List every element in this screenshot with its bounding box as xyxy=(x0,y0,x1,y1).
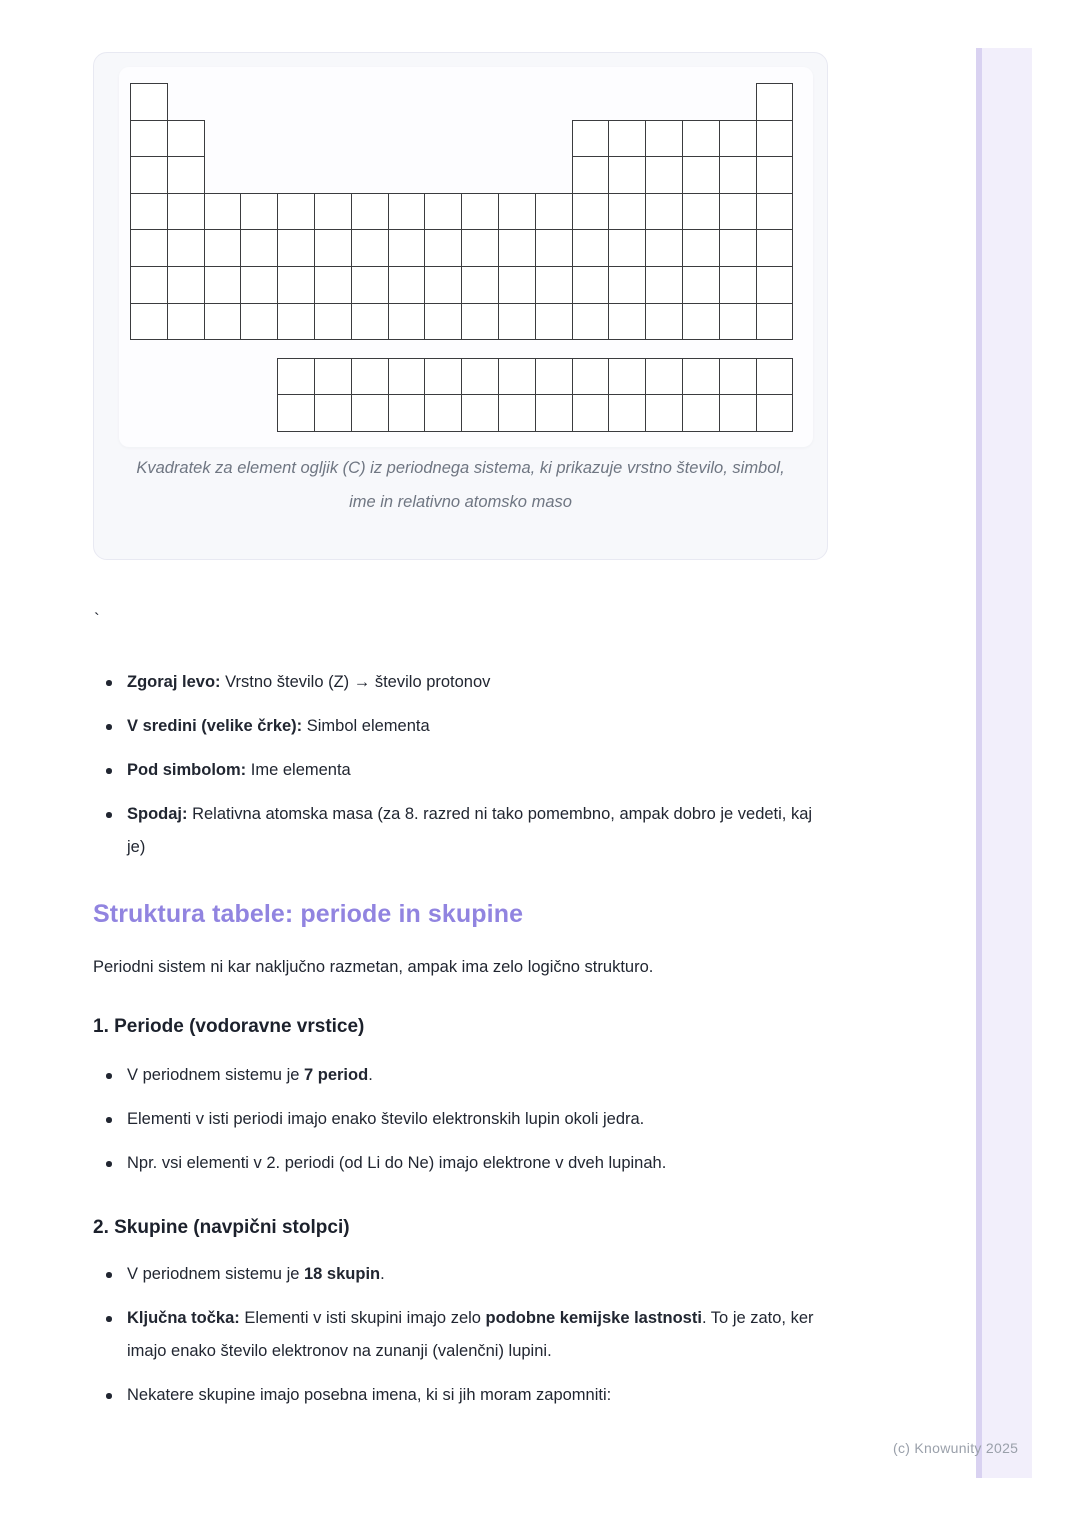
pt-cell xyxy=(573,194,610,230)
pt-cell xyxy=(757,84,793,120)
pt-cell xyxy=(683,194,720,230)
bold-text: Spodaj: xyxy=(127,805,188,823)
pt-cell xyxy=(462,267,499,303)
pt-cell xyxy=(646,304,683,340)
pt-cell xyxy=(131,84,167,120)
pt-cell xyxy=(573,304,610,340)
pt-cell xyxy=(462,395,499,431)
text: V periodnem sistemu je xyxy=(127,1265,304,1283)
list-item xyxy=(127,1059,817,1092)
pt-segment xyxy=(572,120,794,158)
pt-cell xyxy=(646,157,683,193)
pt-cell xyxy=(683,121,720,157)
stray-backtick: ` xyxy=(94,610,100,629)
pt-cell xyxy=(389,230,426,266)
pt-cell xyxy=(205,267,242,303)
pt-cell xyxy=(168,157,204,193)
pt-cell xyxy=(573,157,610,193)
pt-cell xyxy=(131,157,168,193)
pt-cell xyxy=(389,194,426,230)
pt-cell xyxy=(499,304,536,340)
pt-cell xyxy=(683,157,720,193)
pt-cell xyxy=(131,267,168,303)
pt-cell xyxy=(499,359,536,395)
pt-segment xyxy=(130,156,205,194)
pt-cell xyxy=(131,304,168,340)
pt-cell xyxy=(241,304,278,340)
pt-cell xyxy=(720,157,757,193)
pt-segment xyxy=(756,83,794,121)
pt-cell xyxy=(278,395,315,431)
pt-cell xyxy=(499,267,536,303)
list-item xyxy=(127,1103,817,1136)
pt-cell xyxy=(683,395,720,431)
text: Simbol elementa xyxy=(302,717,430,735)
bold-text: 18 skupin xyxy=(304,1265,381,1283)
pt-cell xyxy=(757,359,793,395)
page-edge-strip xyxy=(976,48,1032,1478)
pt-cell xyxy=(499,395,536,431)
pt-cell xyxy=(573,267,610,303)
pt-cell xyxy=(425,304,462,340)
pt-cell xyxy=(205,230,242,266)
pt-cell xyxy=(425,267,462,303)
pt-cell xyxy=(425,359,462,395)
pt-cell xyxy=(609,395,646,431)
list-item xyxy=(127,1258,817,1291)
pt-cell xyxy=(425,194,462,230)
pt-cell xyxy=(646,194,683,230)
pt-cell xyxy=(278,267,315,303)
pt-segment xyxy=(130,229,793,267)
pt-cell xyxy=(720,267,757,303)
pt-cell xyxy=(757,194,793,230)
pt-cell xyxy=(168,230,205,266)
pt-cell xyxy=(573,230,610,266)
pt-cell xyxy=(352,304,389,340)
pt-cell xyxy=(278,304,315,340)
pt-cell xyxy=(352,194,389,230)
pt-cell xyxy=(499,230,536,266)
pt-cell xyxy=(205,194,242,230)
pt-cell xyxy=(168,194,205,230)
pt-cell xyxy=(646,230,683,266)
pt-segment xyxy=(277,394,793,432)
pt-cell xyxy=(573,359,610,395)
periodic-table-card xyxy=(93,52,828,560)
list-item xyxy=(127,754,817,787)
text: . xyxy=(368,1066,373,1084)
pt-cell xyxy=(573,395,610,431)
bold-text: podobne kemijske lastnosti xyxy=(485,1309,702,1327)
subheading-groups: 2. Skupine (navpični stolpci) xyxy=(93,1217,350,1238)
pt-cell xyxy=(315,230,352,266)
pt-cell xyxy=(315,194,352,230)
list-item xyxy=(127,1302,817,1368)
pt-cell xyxy=(536,395,573,431)
element-square-anatomy-list xyxy=(93,666,817,875)
pt-cell xyxy=(757,395,793,431)
pt-cell xyxy=(389,395,426,431)
pt-cell xyxy=(720,395,757,431)
pt-cell xyxy=(315,395,352,431)
pt-cell xyxy=(315,267,352,303)
pt-cell xyxy=(352,359,389,395)
pt-cell xyxy=(205,304,242,340)
pt-cell xyxy=(462,359,499,395)
text: . To je zato, ker imajo enako število elektronov na zunanji (valenčni) lupini. xyxy=(127,1309,814,1360)
pt-cell xyxy=(131,121,168,157)
pt-cell xyxy=(536,194,573,230)
pt-segment xyxy=(130,120,205,158)
pt-cell xyxy=(425,230,462,266)
pt-segment xyxy=(572,156,794,194)
pt-cell xyxy=(168,121,204,157)
bold-text: V sredini (velike črke): xyxy=(127,717,303,735)
groups-list xyxy=(93,1258,817,1423)
pt-cell xyxy=(609,267,646,303)
pt-cell xyxy=(241,267,278,303)
pt-cell xyxy=(757,230,793,266)
pt-segment xyxy=(130,83,168,121)
section-heading: Struktura tabele: periode in skupine xyxy=(93,900,524,928)
pt-cell xyxy=(168,267,205,303)
figure-caption: Kvadratek za element ogljik (C) iz periodnega sistema, ki prikazuje vrstno število, simbol, ime in relativno atomsko maso xyxy=(136,459,785,511)
list-item xyxy=(127,1147,817,1180)
pt-segment xyxy=(130,193,793,231)
pt-cell xyxy=(352,395,389,431)
intro-paragraph: Periodni sistem ni kar naključno razmetan, ampak ima zelo logično strukturo. xyxy=(93,958,654,976)
pt-segment xyxy=(277,358,793,396)
text: Relativna atomska masa (za 8. razred ni tako pomembno, ampak dobro je vedeti, kaj je) xyxy=(127,805,813,856)
text: Ime elementa xyxy=(246,761,351,779)
text: Vrstno število (Z) → število protonov xyxy=(220,673,491,691)
pt-cell xyxy=(720,121,757,157)
pt-cell xyxy=(683,304,720,340)
pt-cell xyxy=(683,230,720,266)
copyright: (c) Knowunity 2025 xyxy=(893,1440,1019,1456)
pt-cell xyxy=(241,230,278,266)
pt-cell xyxy=(573,121,610,157)
list-item xyxy=(127,798,817,864)
pt-cell xyxy=(609,121,646,157)
pt-cell xyxy=(757,304,793,340)
pt-cell xyxy=(646,395,683,431)
pt-cell xyxy=(720,230,757,266)
periodic-table-figure xyxy=(130,83,793,432)
pt-cell xyxy=(536,267,573,303)
pt-cell xyxy=(609,194,646,230)
pt-cell xyxy=(315,304,352,340)
text: . xyxy=(380,1265,385,1283)
pt-cell xyxy=(609,359,646,395)
bold-text: 7 period xyxy=(304,1066,369,1084)
list-item xyxy=(127,666,817,699)
list-item xyxy=(127,1379,817,1412)
pt-cell xyxy=(462,304,499,340)
pt-cell xyxy=(683,359,720,395)
pt-cell xyxy=(352,230,389,266)
pt-cell xyxy=(609,157,646,193)
pt-cell xyxy=(646,359,683,395)
pt-segment xyxy=(130,303,793,341)
pt-cell xyxy=(462,230,499,266)
pt-cell xyxy=(609,230,646,266)
subheading-periods: 1. Periode (vodoravne vrstice) xyxy=(93,1016,365,1037)
pt-cell xyxy=(646,121,683,157)
periods-list xyxy=(93,1059,817,1191)
bold-text: Ključna točka: xyxy=(127,1309,240,1327)
pt-cell xyxy=(536,230,573,266)
pt-cell xyxy=(389,267,426,303)
text: Elementi v isti skupini imajo zelo xyxy=(239,1309,486,1327)
text: Npr. vsi elementi v 2. periodi (od Li do Ne) imajo elektrone v dveh lupinah. xyxy=(127,1154,667,1172)
pt-cell xyxy=(278,230,315,266)
pt-cell xyxy=(757,267,793,303)
pt-cell xyxy=(278,194,315,230)
pt-cell xyxy=(609,304,646,340)
pt-cell xyxy=(168,304,205,340)
pt-cell xyxy=(131,230,168,266)
pt-cell xyxy=(536,359,573,395)
pt-cell xyxy=(278,359,315,395)
pt-cell xyxy=(315,359,352,395)
pt-cell xyxy=(757,157,793,193)
pt-cell xyxy=(131,194,168,230)
list-item xyxy=(127,710,817,743)
bold-text: Pod simbolom: xyxy=(127,761,247,779)
text: Elementi v isti periodi imajo enako število elektronskih lupin okoli jedra. xyxy=(127,1110,645,1128)
pt-cell xyxy=(720,194,757,230)
bold-text: Zgoraj levo: xyxy=(127,673,221,691)
pt-cell xyxy=(425,395,462,431)
pt-cell xyxy=(352,267,389,303)
pt-cell xyxy=(462,194,499,230)
pt-cell xyxy=(757,121,793,157)
text: V periodnem sistemu je xyxy=(127,1066,304,1084)
pt-cell xyxy=(720,304,757,340)
pt-cell xyxy=(646,267,683,303)
pt-cell xyxy=(389,359,426,395)
text: Nekatere skupine imajo posebna imena, ki si jih moram zapomniti: xyxy=(127,1386,612,1404)
pt-segment xyxy=(130,266,793,304)
pt-cell xyxy=(536,304,573,340)
pt-cell xyxy=(720,359,757,395)
pt-cell xyxy=(389,304,426,340)
pt-cell xyxy=(683,267,720,303)
pt-cell xyxy=(241,194,278,230)
pt-cell xyxy=(499,194,536,230)
